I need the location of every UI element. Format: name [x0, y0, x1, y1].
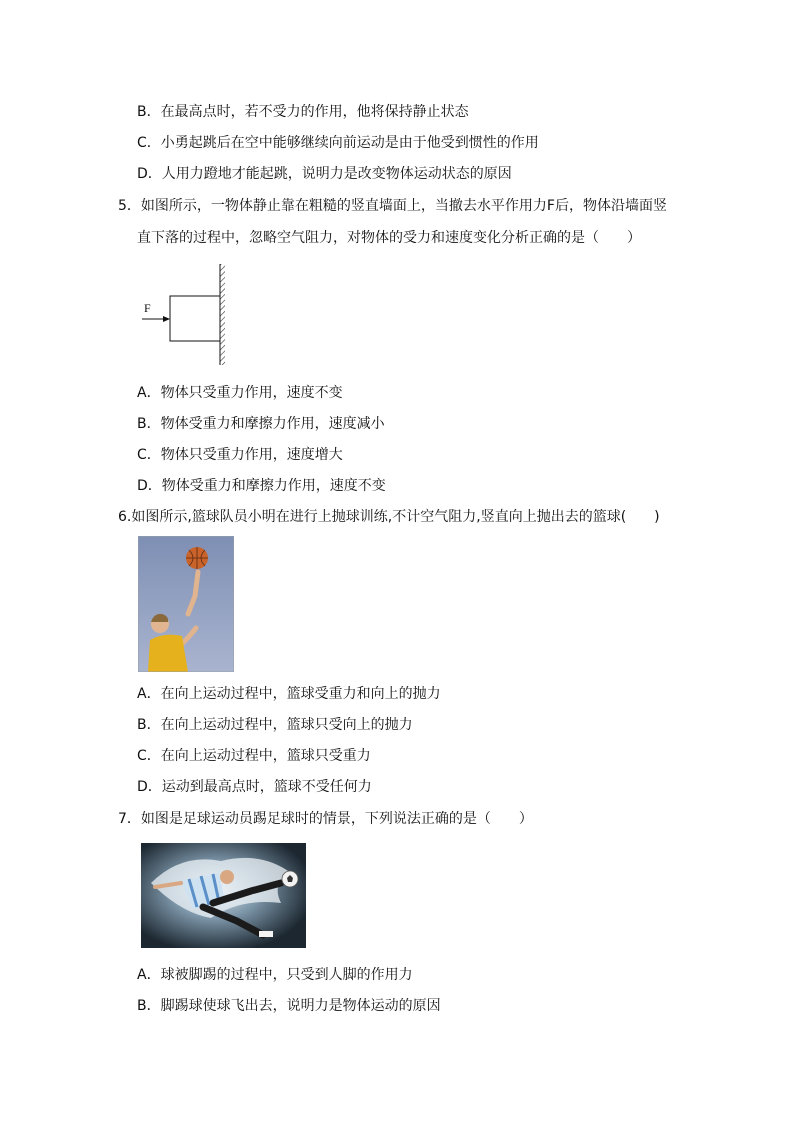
option-c: C．小勇起跳后在空中能够继续向前运动是由于他受到惯性的作用 — [137, 135, 539, 151]
soccer-player-photo — [141, 843, 306, 948]
option-b: B．在最高点时，若不受力的作用，他将保持静止状态 — [137, 104, 469, 120]
question-5-stem-line1: 5．如图所示，一物体静止靠在粗糙的竖直墙面上，当撤去水平作用力F后，物体沿墙面竖 — [118, 198, 667, 214]
jersey — [148, 635, 188, 672]
option-d: D．人用力蹬地才能起跳，说明力是改变物体运动状态的原因 — [137, 166, 512, 182]
q5-option-b: B．物体受重力和摩擦力作用，速度减小 — [137, 416, 385, 432]
q5-option-d: D．物体受重力和摩擦力作用，速度不变 — [137, 478, 386, 494]
block — [170, 296, 220, 341]
force-arrowhead — [163, 316, 170, 322]
wall-hatching — [220, 264, 225, 365]
q6-option-b: B．在向上运动过程中，篮球只受向上的抛力 — [137, 717, 413, 733]
q7-option-b: B．脚踢球使球飞出去，说明力是物体运动的原因 — [137, 998, 441, 1014]
question-5-stem-line2: 直下落的过程中，忽略空气阻力，对物体的受力和速度变化分析正确的是（ ） — [137, 230, 641, 246]
q6-option-d: D．运动到最高点时，篮球不受任何力 — [137, 779, 372, 795]
q5-option-a: A．物体只受重力作用，速度不变 — [137, 385, 343, 401]
q6-option-c: C．在向上运动过程中，篮球只受重力 — [137, 748, 371, 764]
basketball-player-photo — [138, 536, 234, 672]
q5-option-c: C．物体只受重力作用，速度增大 — [137, 447, 343, 463]
question-6-stem: 6.如图所示,篮球队员小明在进行上抛球训练,不计空气阻力,竖直向上抛出去的篮球( ) — [118, 509, 660, 525]
question-7-stem: 7．如图是足球运动员踢足球时的情景，下列说法正确的是（ ） — [118, 811, 533, 827]
force-label: F — [144, 301, 151, 315]
wall-block-diagram — [138, 262, 238, 367]
q7-option-a: A．球被脚踢的过程中，只受到人脚的作用力 — [137, 967, 413, 983]
q6-option-a: A．在向上运动过程中，篮球受重力和向上的抛力 — [137, 686, 441, 702]
